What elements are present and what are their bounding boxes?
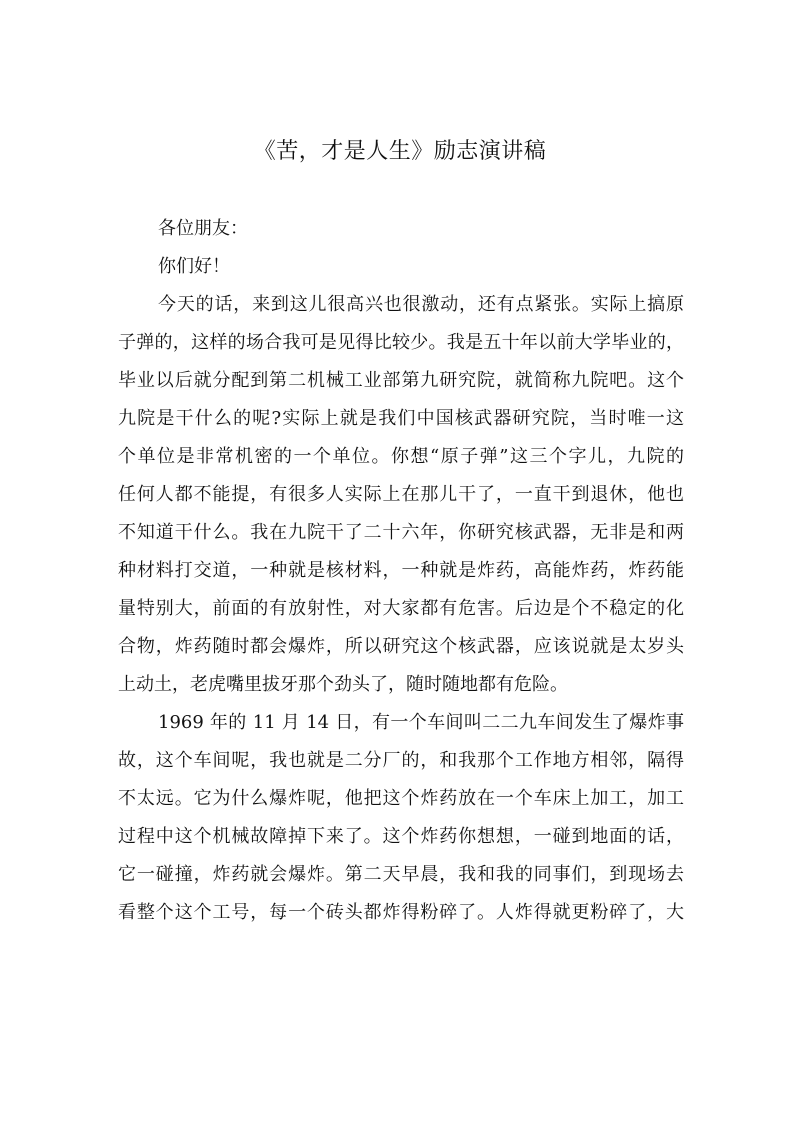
paragraph-line: 1969 年的 11 月 14 日，有一个车间叫二二九车间发生了爆炸事 <box>158 712 684 733</box>
paragraph-line: 过程中这个机械故障掉下来了。这个炸药你想想，一碰到地面的话， <box>118 826 684 847</box>
paragraph-line: 合物，炸药随时都会爆炸，所以研究这个核武器，应该说就是太岁头 <box>118 636 684 657</box>
paragraph-line: 个单位是非常机密的一个单位。你想“原子弹”这三个字儿，九院的 <box>118 446 684 467</box>
paragraph-line: 它一碰撞，炸药就会爆炸。第二天早晨，我和我的同事们，到现场去 <box>118 864 684 885</box>
paragraph-line: 不知道干什么。我在九院干了二十六年，你研究核武器，无非是和两 <box>118 522 684 543</box>
paragraph-line: 子弹的，这样的场合我可是见得比较少。我是五十年以前大学毕业的， <box>118 332 684 353</box>
paragraph-line: 种材料打交道，一种就是核材料，一种就是炸药，高能炸药，炸药能 <box>118 560 684 581</box>
paragraph-line: 看整个这个工号，每一个砖头都炸得粉碎了。人炸得就更粉碎了，大 <box>118 902 684 923</box>
document-title: 《苦，才是人生》励志演讲稿 <box>253 139 547 164</box>
paragraph-line: 不太远。它为什么爆炸呢，他把这个炸药放在一个车床上加工，加工 <box>118 788 684 809</box>
paragraph-line: 故，这个车间呢，我也就是二分厂的，和我那个工作地方相邻，隔得 <box>118 750 684 771</box>
salutation-line: 你们好！ <box>158 256 230 277</box>
document-body <box>118 210 684 932</box>
paragraph-line: 任何人都不能提，有很多人实际上在那儿干了，一直干到退休，他也 <box>118 484 684 505</box>
greeting-line: 各位朋友： <box>158 218 248 239</box>
paragraph-line: 九院是干什么的呢?实际上就是我们中国核武器研究院，当时唯一这 <box>118 408 684 429</box>
paragraph-line: 上动土，老虎嘴里拔牙那个劲头了，随时随地都有危险。 <box>118 674 568 695</box>
paragraph-line: 量特别大，前面的有放射性，对大家都有危害。后边是个不稳定的化 <box>118 598 684 619</box>
paragraph-line: 毕业以后就分配到第二机械工业部第九研究院，就简称九院吧。这个 <box>118 370 684 391</box>
paragraph-line: 今天的话，来到这儿很高兴也很激动，还有点紧张。实际上搞原 <box>158 294 684 315</box>
